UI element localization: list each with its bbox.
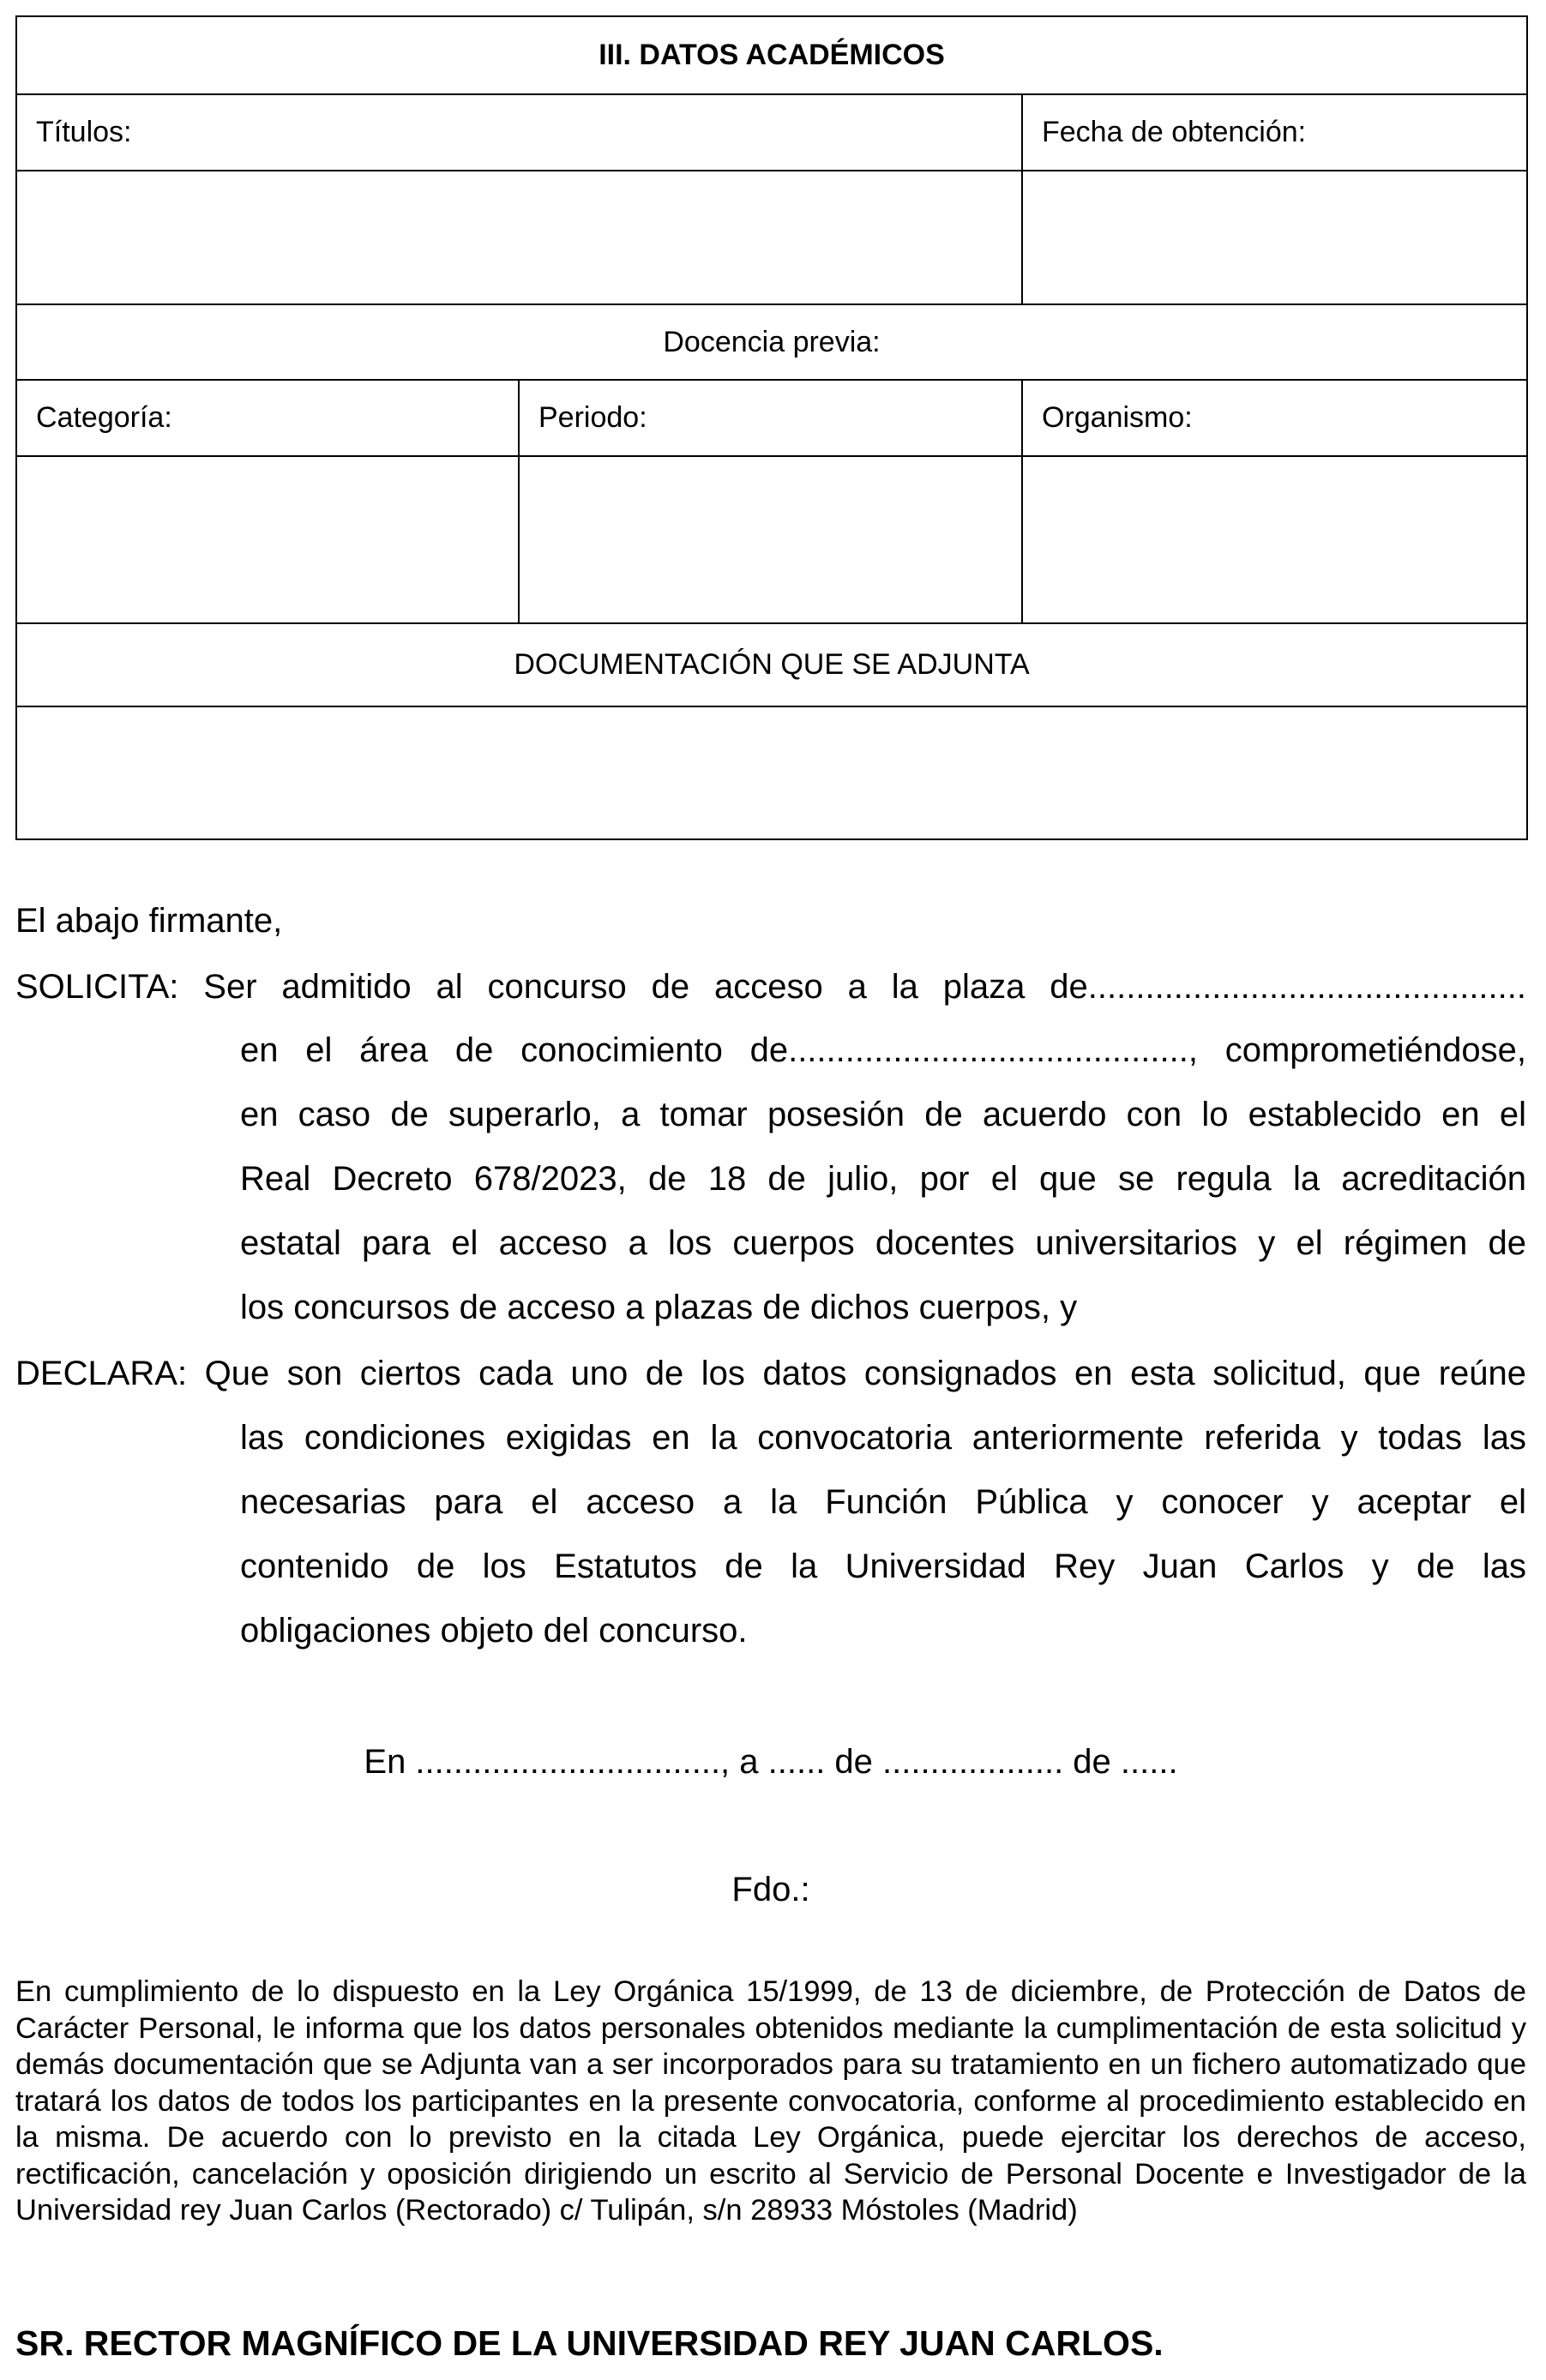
academic-data-table [15, 15, 1528, 840]
declara-line-1: DECLARA: Que son ciertos cada uno de los datos consignados en esta solicitud, que reúne [15, 1355, 1526, 1392]
solicita-line-1: SOLICITA: Ser admitido al concurso de acceso a la plaza de.............................................. [15, 968, 1526, 1006]
periodo-field[interactable] [519, 456, 1022, 623]
organismo-label: Organismo: [1022, 380, 1527, 456]
fecha-obtencion-label: Fecha de obtención: [1022, 94, 1527, 171]
solicita-line-4: Real Decreto 678/2023, de 18 de julio, por el que se regula la acreditación [240, 1160, 1526, 1198]
documentacion-label: DOCUMENTACIÓN QUE SE ADJUNTA [16, 623, 1527, 706]
solicita-line-5: estatal para el acceso a los cuerpos docentes universitarios y el régimen de [240, 1224, 1526, 1262]
signature-label: Fdo.: [731, 1871, 810, 1908]
categoria-field[interactable] [16, 456, 519, 623]
solicita-line-2: en el área de conocimiento de.........................................., comprometiéndose, [240, 1031, 1526, 1069]
titulos-label: Títulos: [16, 94, 1022, 171]
organismo-field[interactable] [1022, 456, 1527, 623]
titulos-field[interactable] [16, 171, 1022, 304]
declara-line-5: obligaciones objeto del concurso. [240, 1612, 748, 1650]
declara-line-4: contenido de los Estatutos de la Universidad Rey Juan Carlos y de las [240, 1548, 1526, 1585]
categoria-label: Categoría: [16, 380, 519, 456]
periodo-label: Periodo: [519, 380, 1022, 456]
intro-text: El abajo firmante, [15, 902, 283, 940]
section-title: III. DATOS ACADÉMICOS [16, 16, 1527, 94]
addressee: SR. RECTOR MAGNÍFICO DE LA UNIVERSIDAD REY JUAN CARLOS. [15, 2323, 1164, 2363]
solicita-line-6: los concursos de acceso a plazas de dichos cuerpos, y [240, 1289, 1078, 1326]
docencia-previa-label: Docencia previa: [16, 304, 1527, 380]
documentacion-field[interactable] [16, 706, 1527, 839]
solicita-line-3: en caso de superarlo, a tomar posesión de acuerdo con lo establecido en el [240, 1096, 1526, 1133]
declara-line-2: las condiciones exigidas en la convocatoria anteriormente referida y todas las [240, 1419, 1526, 1457]
data-protection-notice: En cumplimiento de lo dispuesto en la Ley Orgánica 15/1999, de 13 de diciembre, de Protección de Datos de Carácter Personal, le informa que los datos personales obtenidos mediante la cumplimentación de esta solicitud y demás documentación que se Adjunta van a ser incorporados para su tratamiento en un fichero automatizado que tratará los datos de todos los participantes en la presente convocatoria, conforme al procedimiento establecido en la misma. De acuerdo con lo previsto en la citada Ley Orgánica, puede ejercitar los derechos de acceso, rectificación, cancelación y oposición dirigiendo un escrito al Servicio de Personal Docente e Investigador de la Universidad rey Juan Carlos (Rectorado) c/ Tulipán, s/n 28933 Móstoles (Madrid) [15, 1975, 1526, 2227]
fecha-obtencion-field[interactable] [1022, 171, 1527, 304]
place-date-line: En ................................, a ...... de ................... de ...... [364, 1743, 1178, 1781]
declara-line-3: necesarias para el acceso a la Función Pública y conocer y aceptar el [240, 1483, 1526, 1521]
